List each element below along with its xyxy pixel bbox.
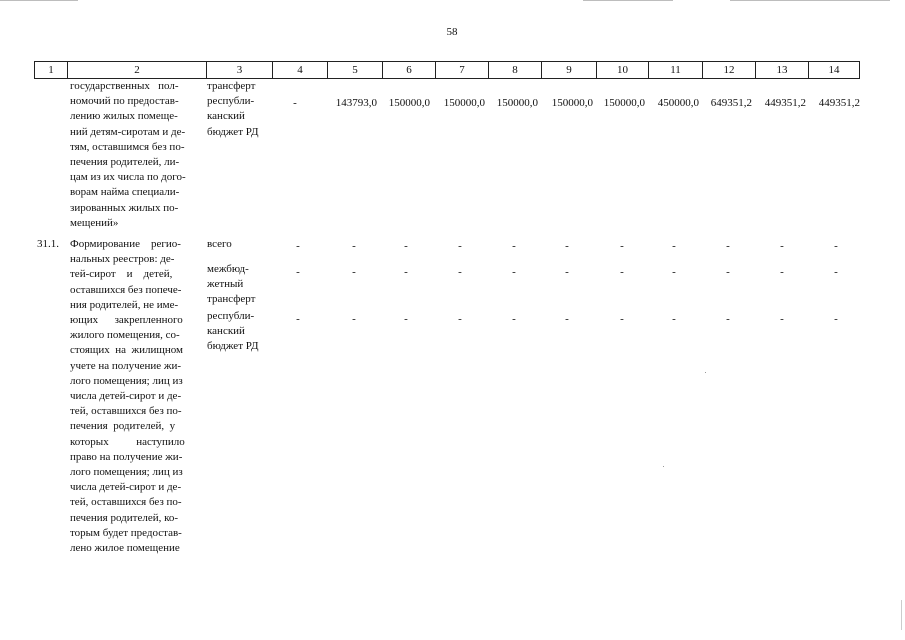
value-col-8: 150000,0 — [496, 97, 538, 109]
header-col-11: 11 — [648, 62, 702, 78]
text-line: числа детей-сирот и де- — [70, 390, 182, 402]
dash-cell: - — [620, 266, 624, 278]
scan-artifact — [583, 0, 673, 1]
text-line: жетный — [207, 278, 244, 291]
dash-cell: - — [620, 240, 624, 252]
text-line: лению жилых помеще- — [70, 110, 178, 123]
text-line: тям, оставшимся без по- — [70, 140, 185, 153]
value-col-6: 150000,0 — [388, 97, 430, 109]
header-col-3: 3 — [206, 62, 272, 78]
text-line: мещений» — [70, 216, 119, 229]
dash-cell: - — [834, 266, 838, 278]
text-line: трансферт — [207, 293, 256, 306]
dash-cell: - — [834, 313, 838, 325]
dash-cell: - — [726, 313, 730, 325]
text-line: республи- — [207, 310, 255, 322]
text-line: учете на получение жи- — [70, 359, 182, 372]
text-line: тей, оставшихся без по- — [70, 496, 182, 509]
text-line: канский — [207, 325, 245, 338]
text-line: лого помещения; лиц из — [70, 466, 183, 478]
text-line: зированных жилых по- — [70, 201, 179, 214]
text-line: Формирование регио- — [70, 238, 181, 250]
dash-cell: - — [296, 313, 300, 325]
dash-cell: - — [404, 266, 408, 278]
text-line: трансферт — [207, 80, 256, 92]
dash-cell: - — [458, 240, 462, 252]
header-col-1: 1 — [34, 62, 67, 78]
text-line: стоящих на жилищном — [70, 344, 183, 357]
page-number: 58 — [446, 26, 458, 38]
dash-cell: - — [296, 240, 300, 252]
text-line: канский — [207, 110, 245, 123]
dash-cell: - — [565, 266, 569, 278]
text-line: всего — [207, 238, 232, 250]
dash-cell: - — [352, 240, 356, 252]
text-line: ния родителей, не име- — [70, 298, 179, 311]
scan-speck — [901, 600, 902, 630]
text-line: республи- — [207, 95, 255, 108]
dash-cell: - — [672, 240, 676, 252]
text-line: печения родителей, у — [70, 420, 176, 433]
scan-speck — [705, 372, 706, 373]
text-line: ний детям-сиротам и де- — [70, 125, 186, 138]
dash-cell: - — [512, 313, 516, 325]
header-col-7: 7 — [435, 62, 488, 78]
header-col-12: 12 — [702, 62, 755, 78]
dash-cell: - — [780, 313, 784, 325]
dash-cell: - — [512, 240, 516, 252]
text-line: право на получение жи- — [70, 450, 183, 463]
scan-speck — [663, 466, 664, 467]
header-col-5: 5 — [327, 62, 382, 78]
dash-cell: - — [780, 266, 784, 278]
dash-cell: - — [352, 266, 356, 278]
header-col-6: 6 — [382, 62, 435, 78]
value-col-5: 143793,0 — [335, 97, 377, 109]
dash-cell: - — [458, 313, 462, 325]
dash-cell: - — [726, 266, 730, 278]
text-line: тей-сирот и детей, — [70, 268, 173, 281]
dash-cell: - — [458, 266, 462, 278]
text-line: цам из их числа по дого- — [70, 171, 186, 184]
dash-cell: - — [296, 266, 300, 278]
dash-cell: - — [565, 313, 569, 325]
text-line: которых наступило — [70, 435, 185, 448]
text-line: номочий по предостав- — [70, 95, 179, 108]
header-col-2: 2 — [67, 62, 206, 78]
dash-cell: - — [726, 240, 730, 252]
text-line: жилого помещения, со- — [70, 329, 180, 342]
value-col-14: 449351,2 — [818, 97, 860, 109]
value-col-12: 649351,2 — [710, 97, 752, 109]
row-311-number: 31.1. — [37, 238, 59, 250]
dash-cell: - — [620, 313, 624, 325]
text-line: ющих закрепленного — [70, 314, 183, 326]
scan-artifact — [0, 0, 78, 1]
header-col-9: 9 — [541, 62, 596, 78]
header-col-14: 14 — [808, 62, 860, 78]
text-line: лого помещения; лиц из — [70, 374, 183, 387]
dash-cell: - — [352, 313, 356, 325]
value-col-10: 150000,0 — [603, 97, 645, 109]
header-col-13: 13 — [755, 62, 808, 78]
dash-cell: - — [672, 266, 676, 278]
scan-artifact — [730, 0, 890, 1]
dash-cell: - — [404, 240, 408, 252]
row-continuation-col4: - — [293, 97, 297, 109]
value-col-11: 450000,0 — [657, 97, 699, 109]
text-line: лено жилое помещение — [70, 542, 180, 554]
text-line: оставшихся без попече- — [70, 283, 182, 296]
header-col-10: 10 — [596, 62, 648, 78]
text-line: межбюд- — [207, 263, 249, 275]
dash-cell: - — [512, 266, 516, 278]
text-line: печения родителей, ли- — [70, 156, 180, 168]
value-col-9: 150000,0 — [551, 97, 593, 109]
text-line: числа детей-сирот и де- — [70, 481, 182, 494]
text-line: бюджет РД — [207, 125, 259, 138]
header-col-4: 4 — [272, 62, 327, 78]
table-header-row — [34, 61, 860, 79]
text-line: ворам найма специали- — [70, 186, 180, 199]
value-col-13: 449351,2 — [764, 97, 806, 109]
text-line: тей, оставшихся без по- — [70, 405, 182, 418]
dash-cell: - — [565, 240, 569, 252]
text-line: государственных пол- — [70, 80, 179, 92]
dash-cell: - — [404, 313, 408, 325]
dash-cell: - — [672, 313, 676, 325]
dash-cell: - — [834, 240, 838, 252]
header-col-8: 8 — [488, 62, 541, 78]
text-line: торым будет предостав- — [70, 526, 182, 539]
text-line: печения родителей, ко- — [70, 511, 179, 524]
text-line: нальных реестров: де- — [70, 253, 175, 266]
value-col-7: 150000,0 — [443, 97, 485, 109]
dash-cell: - — [780, 240, 784, 252]
text-line: бюджет РД — [207, 340, 259, 353]
